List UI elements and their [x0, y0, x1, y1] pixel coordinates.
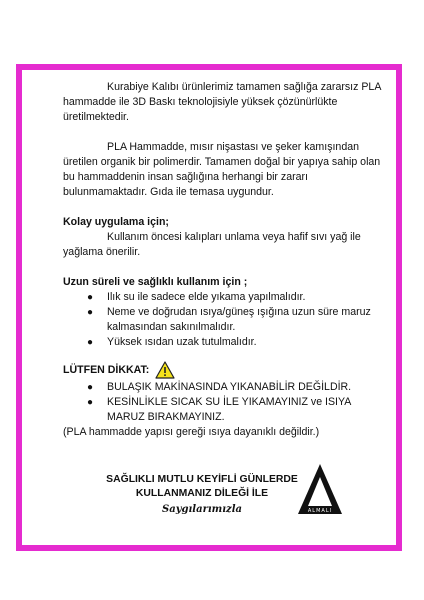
logo-text: ALMALI: [307, 508, 333, 514]
closing-line-1: SAĞLIKLI MUTLU KEYİFLİ GÜNLERDE: [106, 474, 298, 485]
intro-paragraph: Kurabiye Kalıbı ürünlerimiz tamamen sağlığa zararsız PLA hammadde ile 3D Baskı teknolojisiyle yüksek çözünürlükte üretilmektedir.: [63, 81, 381, 123]
list-item: ● BULAŞIK MAKİNASINDA YIKANABİLİR DEĞİLDİR.: [87, 381, 352, 393]
list-item: ● Ilık su ile sadece elde yıkama yapılmalıdır.: [87, 291, 306, 303]
list-item: ● Yüksek ısıdan uzak tutulmalıdır.: [87, 336, 257, 348]
pla-paragraph: PLA Hammadde, mısır nişastası ve şeker kamışından üretilen organik bir polimerdir. Tamamen doğal bir yapıya sahip olan bu hammaddenin insan sağlığına herhangi bir zararı bulunmamaktadır. Gıda ile temasa uygundur.: [63, 141, 381, 198]
closing-message: [102, 473, 302, 501]
warning-list: [63, 380, 383, 425]
signature: Saygılarımızla: [162, 504, 242, 515]
easy-use-heading: Kolay uygulama için;: [63, 216, 169, 228]
long-use-heading: Uzun süreli ve sağlıklı kullanım için ;: [63, 276, 248, 288]
bullet-icon: ●: [87, 382, 94, 393]
long-use-list: [63, 290, 383, 350]
triangle-logo-icon: [296, 462, 344, 516]
list-item: ● Neme ve doğrudan ısıya/güneş ışığına uzun süre maruz kalmasından sakınılmalıdır.: [87, 306, 371, 333]
bullet-icon: ●: [87, 292, 94, 303]
warning-heading-row: [63, 360, 383, 380]
card-content: [63, 80, 383, 440]
warning-heading: LÜTFEN DİKKAT:: [63, 363, 150, 376]
easy-use-text: Kullanım öncesi kalıpları unlama veya hafif sıvı yağ ile yağlama önerilir.: [63, 231, 361, 258]
warning-note: (PLA hammadde yapısı gereği ısıya dayanıklı değildir.): [63, 426, 320, 438]
warning-triangle-icon: [155, 361, 175, 379]
closing-line-2: KULLANMANIZ DİLEĞİ İLE: [135, 488, 269, 499]
bullet-icon: ●: [87, 337, 94, 348]
bullet-icon: ●: [87, 397, 94, 408]
list-item: ● KESİNLİKLE SICAK SU İLE YIKAMAYINIZ ve ISIYA MARUZ BIRAKMAYINIZ.: [87, 396, 351, 423]
bullet-icon: ●: [87, 307, 94, 318]
